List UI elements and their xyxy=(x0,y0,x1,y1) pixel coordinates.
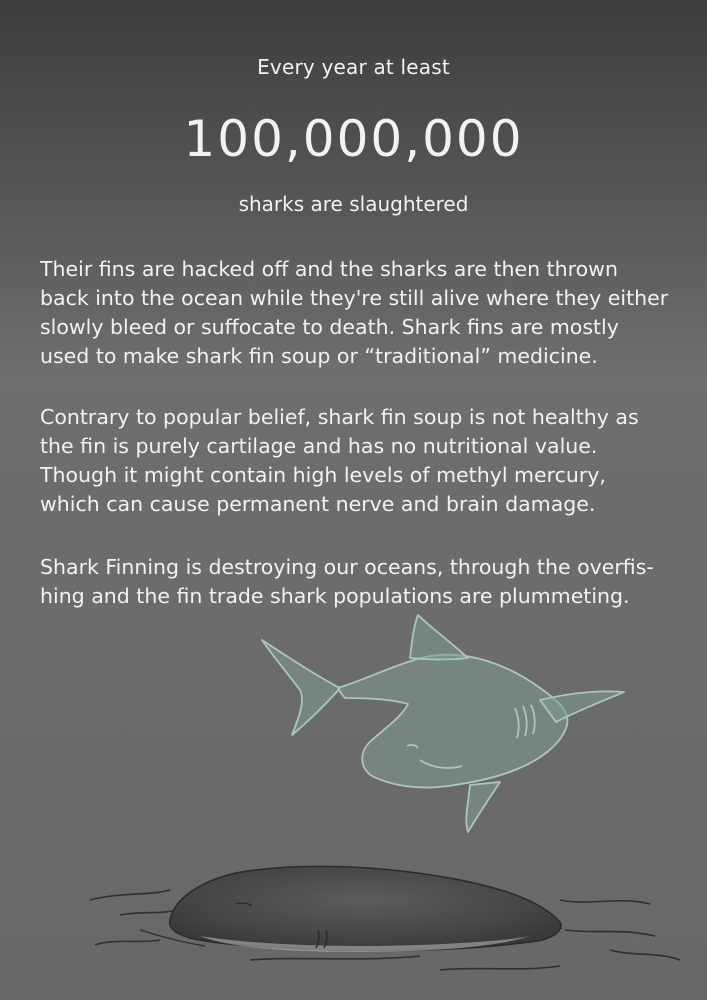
paragraph-line: Their fins are hacked off and the sharks are then thrown xyxy=(40,257,618,281)
paragraph-line: slowly bleed or suffocate to death. Shark fins are mostly xyxy=(40,315,619,339)
finless-shark-icon xyxy=(140,866,561,952)
paragraph-line: back into the ocean while they're still alive where they either xyxy=(40,286,669,310)
paragraph-soup xyxy=(40,403,685,519)
paragraph-line: Shark Finning is destroying our oceans, through the overfis- xyxy=(40,555,654,579)
subline-text: sharks are slaughtered xyxy=(238,192,469,216)
intro-text: Every year at least xyxy=(257,55,450,79)
shark-count: 100,000,000 xyxy=(183,110,524,168)
paragraph-line: hing and the fin trade shark populations are plummeting. xyxy=(40,584,630,608)
paragraph-finning xyxy=(40,255,685,371)
paragraph-line: Though it might contain high levels of methyl mercury, xyxy=(40,463,606,487)
paragraph-line: Contrary to popular belief, shark fin soup is not healthy as xyxy=(40,405,639,429)
ghost-shark-icon xyxy=(262,615,624,832)
shark-illustration xyxy=(0,600,707,1000)
paragraph-line: used to make shark fin soup or “traditional” medicine. xyxy=(40,344,598,368)
paragraph-line: which can cause permanent nerve and brain damage. xyxy=(40,492,596,516)
paragraph-line: the fin is purely cartilage and has no nutritional value. xyxy=(40,434,598,458)
